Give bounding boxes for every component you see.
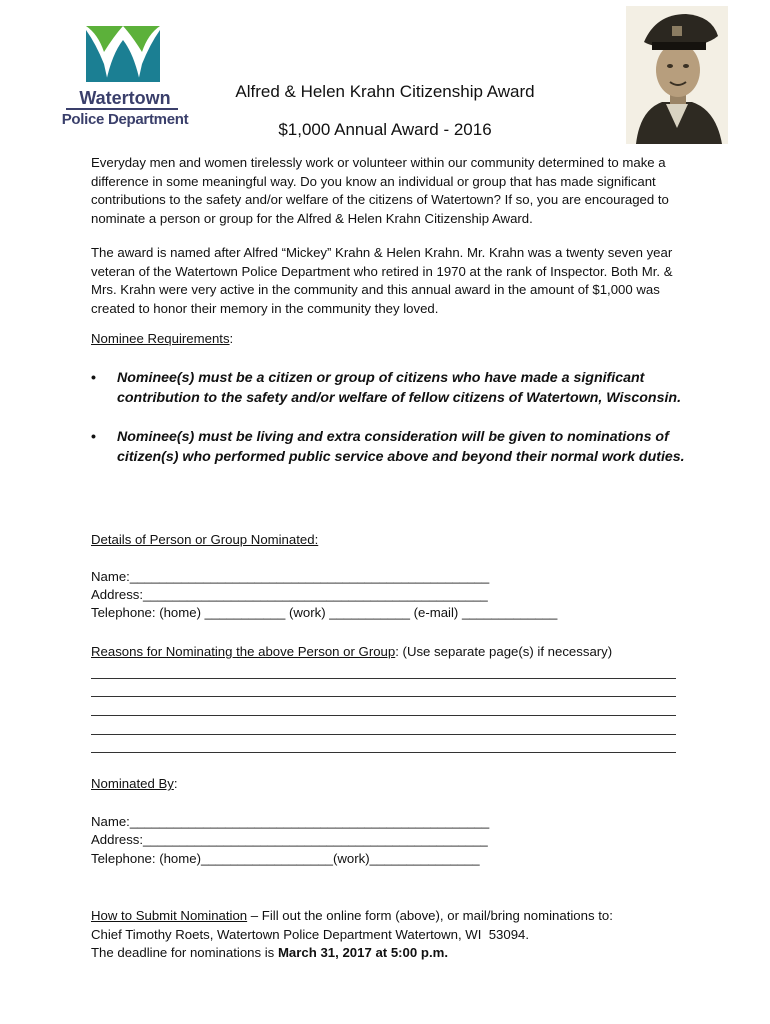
requirements-heading-text: Nominee Requirements [91, 331, 230, 346]
reasons-line[interactable] [91, 734, 676, 735]
submit-instructions [91, 908, 613, 923]
nominator-telephone-field[interactable]: Telephone: (home)__________________(work)_______________ [91, 851, 480, 866]
requirements-list [91, 368, 691, 468]
requirements-heading-colon: : [229, 331, 234, 346]
nominated-by-colon: : [173, 776, 178, 791]
submit-address: Chief Timothy Roets, Watertown Police Department Watertown, WI 53094. [91, 927, 530, 942]
reasons-heading [91, 644, 612, 659]
nominee-details-heading: Details of Person or Group Nominated: [91, 532, 319, 547]
reasons-line[interactable] [91, 678, 676, 679]
reasons-line[interactable] [91, 696, 676, 697]
reasons-line[interactable] [91, 752, 676, 753]
reasons-note: : (Use separate page(s) if necessary) [395, 644, 613, 659]
submit-text: – Fill out the online form (above), or mail/bring nominations to: [247, 908, 613, 923]
nominator-address-field[interactable]: Address:_______________________________________________ [91, 832, 488, 847]
requirements-heading [91, 331, 233, 346]
nominee-address-field[interactable]: Address:_______________________________________________ [91, 587, 488, 602]
intro-paragraph: Everyday men and women tirelessly work or volunteer within our community determined to make a difference in some meaningful way. Do you know an individual or group that has made significant contributions to the safety and/or welfare of the citizens of Watertown? If so, you are encouraged to nominate a person or group for the Alfred & Helen Krahn Citizenship Award. [91, 155, 669, 226]
logo-text-police-department: Police Department [61, 111, 189, 128]
requirement-item: • Nominee(s) must be a citizen or group of citizens who have made a significant contribution to the safety and/or welfare of fellow citizens of Watertown, Wisconsin. [91, 368, 691, 409]
nominated-by-heading-text: Nominated By [91, 776, 174, 791]
deadline-prefix: The deadline for nominations is [91, 945, 278, 960]
reasons-heading-text: Reasons for Nominating the above Person or Group [91, 644, 396, 659]
logo-divider [66, 108, 178, 110]
nominee-telephone-field[interactable]: Telephone: (home) ___________ (work) ___________ (e-mail) _____________ [91, 605, 558, 620]
award-title: Alfred & Helen Krahn Citizenship Award [235, 82, 535, 101]
deadline-date: March 31, 2017 at 5:00 p.m. [277, 945, 448, 960]
deadline-line [91, 945, 448, 960]
award-subtitle: $1,000 Annual Award - 2016 [278, 120, 492, 139]
reasons-line[interactable] [91, 715, 676, 716]
submit-heading: How to Submit Nomination [91, 908, 248, 923]
history-paragraph: The award is named after Alfred “Mickey” Krahn & Helen Krahn. Mr. Krahn was a twenty seven year veteran of the Watertown Police Department who retired in 1970 at the rank of Inspector. Both Mr. & Mrs. Krahn were very active in the community and this annual award in the amount of $1,000 was created to honor their memory in the community they loved. [91, 245, 673, 316]
nominator-name-field[interactable]: Name:_________________________________________________ [91, 814, 490, 829]
nominee-name-field[interactable]: Name:_________________________________________________ [91, 569, 490, 584]
logo-text-watertown: Watertown [79, 88, 171, 108]
requirement-item: • Nominee(s) must be living and extra consideration will be given to nominations of citizen(s) who performed public service above and beyond their normal work duties. [91, 427, 691, 468]
nominated-by-heading [91, 776, 178, 791]
